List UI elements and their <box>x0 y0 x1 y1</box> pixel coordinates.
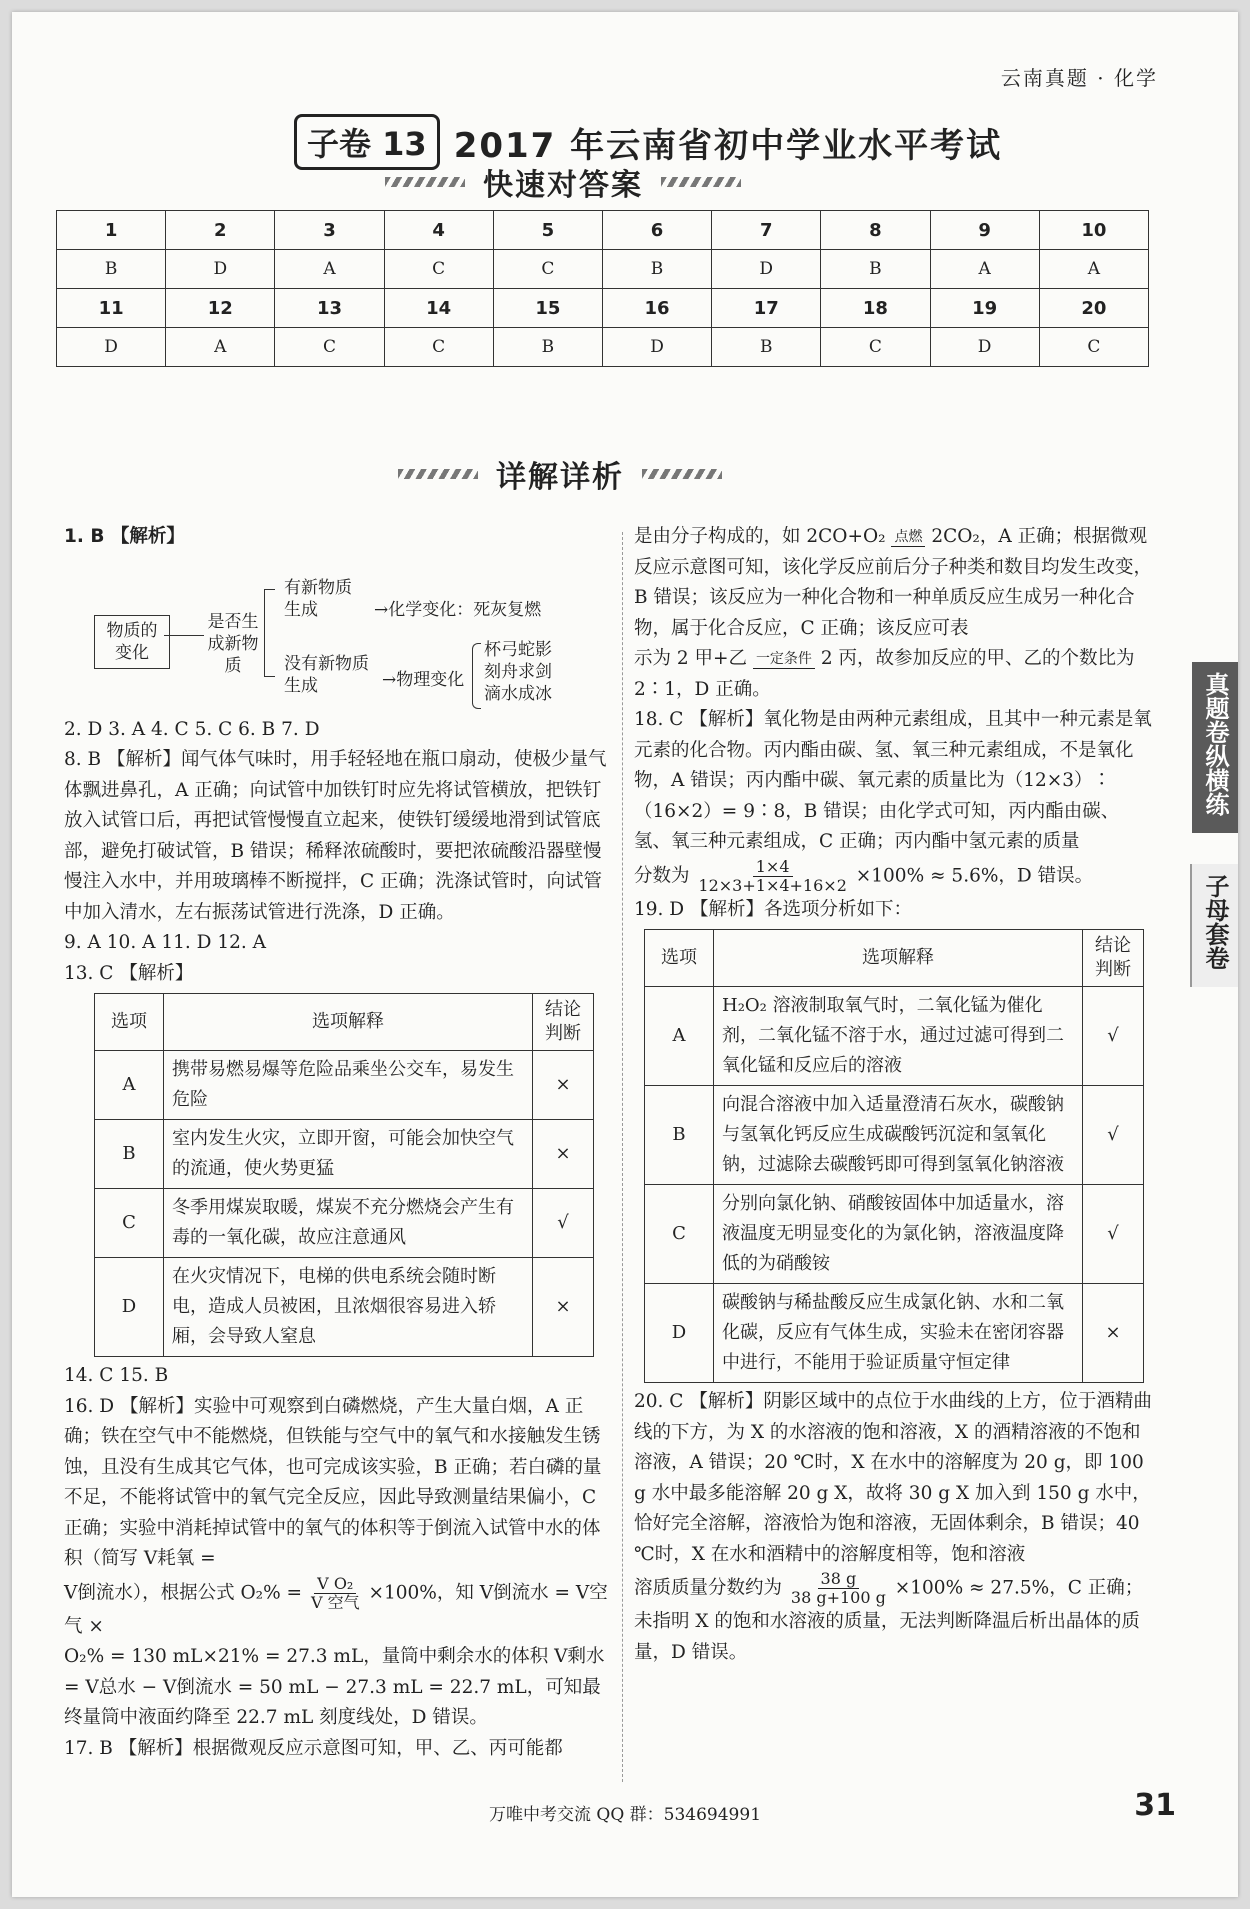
q20-p3: 未指明 X 的饱和水溶液的质量，无法判断降温后析出晶体的质量，D 错误。 <box>634 1611 1140 1663</box>
table-row: D 碳酸钠与稀盐酸反应生成氯化钠、水和二氧化碳，反应有气体生成，实验未在密闭容器中进行，不能用于验证质量守恒定律 × <box>645 1284 1144 1383</box>
right-column <box>634 522 1154 1668</box>
q1-label: 1. B 【解析】 <box>64 526 185 547</box>
table-cell: C <box>821 328 930 367</box>
table-cell: B <box>602 250 711 289</box>
table-header: 结论判断 <box>533 994 594 1051</box>
table-row: A 携带易燃易爆等危险品乘坐公交车，易发生危险 × <box>95 1051 594 1120</box>
table-row: B 向混合溶液中加入适量澄清石灰水，碳酸钠与氢氧化钙反应生成碳酸钙沉淀和氢氧化钠，过滤除去碳酸钙即可得到氢氧化钠溶液 √ <box>645 1086 1144 1185</box>
q17-p3: 示为 2 甲+乙 一定条件 2 丙，故参加反应的甲、乙的个数比为 2∶1，D 正确。 <box>634 648 1135 700</box>
decor-dashes-right <box>642 469 722 479</box>
table-cell: 19 <box>930 289 1039 328</box>
q17-p2: 是由分子构成的，如 2CO+O₂ 点燃 2CO₂，A 正确；根据微观反应示意图可知，该化学反应前后分子种类和数目均发生改变，B 错误；该反应为一种化合物和一种单质反应生成另一种化合物，属于化合反应，C 正确；该反应可表 <box>634 526 1153 639</box>
table-cell: 3 <box>275 211 384 250</box>
table-cell: 15 <box>493 289 602 328</box>
header-subject: 云南真题 · 化学 <box>1000 66 1158 90</box>
table-header: 选项解释 <box>164 994 533 1051</box>
fraction: $\frac{38 g}{38 g+100 g}$ <box>790 1569 886 1607</box>
decor-dashes-left <box>398 469 478 479</box>
table-cell: B <box>712 328 821 367</box>
q18-p2: 分数为 $\frac{1\times 4}{12\times 3+1\times 4+16\times 2}$ ×100% ≈ 5.6%，D 错误。 <box>634 856 1094 895</box>
q16-p3: O₂% = 130 mL×21% = 27.3 mL，量筒中剩余水的体积 V剩水 = V总水 − V倒流水 = 50 mL − 27.3 mL = 22.7 mL，可知最终量筒中液面约降至 22.7 mL 刻度线处，D 错误。 <box>64 1646 605 1728</box>
table-header-row <box>95 994 594 1051</box>
left-column <box>64 522 612 1764</box>
answer-row-numbers-2 <box>57 289 1149 328</box>
q14-15: 14. C 15. B <box>64 1365 169 1386</box>
table-cell: 10 <box>1039 211 1148 250</box>
q20-p1: 20. C 【解析】阴影区域中的点位于水曲线的上方，位于酒精曲线的下方，为 X 的水溶液的饱和溶液，X 的酒精溶液的不饱和溶液，A 错误；20 ℃时，X 在水中的溶解度为 20 g，即 100 g 水中最多能溶解 20 g X，故将 30 g X 加入到 150 g 水中，恰好完全溶解，溶液恰为饱和溶液，无固体剩余，B 错误；40 ℃时，X 在水和酒精中的溶解度相等，饱和溶液 <box>634 1391 1152 1565</box>
answer-table <box>56 210 1149 367</box>
table-cell: B <box>821 250 930 289</box>
table-cell: 12 <box>166 289 275 328</box>
diagram-root-box: 物质的变化 <box>94 615 170 669</box>
side-tab-label: 真题卷纵横练 <box>1201 672 1229 816</box>
q16-p2: V倒流水），根据公式 O₂% = $\frac{\text{V O₂}}{\text{V 空气}}$ ×100%，知 V倒流水 = V空气 × <box>64 1573 608 1637</box>
answer-row-answers-2 <box>57 328 1149 367</box>
table-row: A H₂O₂ 溶液制取氧气时，二氧化锰为催化剂，二氧化锰不溶于水，通过过滤可得到二氧化锰和反应后的溶液 √ <box>645 987 1144 1086</box>
section-quick-answers <box>367 160 759 204</box>
section-detail-title: 详解详析 <box>496 460 624 495</box>
phys-item: 滴水成冰 <box>484 683 552 704</box>
table-cell: C <box>1039 328 1148 367</box>
side-tab-practice <box>1192 662 1238 833</box>
diagram-no: 没有新物质生成 <box>284 653 369 696</box>
phys-item: 刻舟求剑 <box>484 661 552 682</box>
page-title: 2017 年云南省初中学业水平考试 <box>453 125 1003 166</box>
diagram-phys: →物理变化 <box>382 669 465 690</box>
table-cell: 1 <box>57 211 166 250</box>
table-cell: 6 <box>602 211 711 250</box>
table-cell: A <box>166 328 275 367</box>
reaction-condition: 一定条件 <box>753 650 815 669</box>
table-cell: B <box>493 328 602 367</box>
decor-dashes-right <box>661 177 741 187</box>
fraction: $\frac{1\times 4}{12\times 3+1\times 4+16\times 2}$ <box>698 856 847 895</box>
table-cell: 2 <box>166 211 275 250</box>
table-cell: 16 <box>602 289 711 328</box>
table-cell: 8 <box>821 211 930 250</box>
table-cell: D <box>166 250 275 289</box>
table-row: B 室内发生火灾，立即开窗，可能会加快空气的流通，使火势更猛 × <box>95 1120 594 1189</box>
footer: 万唯中考交流 QQ 群：534694991 <box>488 1805 762 1825</box>
section-quick-title: 快速对答案 <box>483 168 643 203</box>
table-header: 选项解释 <box>714 930 1083 987</box>
q18-p1: 18. C 【解析】氧化物是由两种元素组成，且其中一种元素是氧元素的化合物。丙内酯由碳、氢、氧三种元素组成，不是氧化物，A 错误；丙内酯中碳、氧元素的质量比为（12×3）∶（16×2）= 9∶8，B 错误；由化学式可知，丙内酯由碳、氢、氧三种元素组成，C 正确；丙内酯中氢元素的质量 <box>634 709 1152 852</box>
answer-row-answers-1 <box>57 250 1149 289</box>
table-cell: 14 <box>384 289 493 328</box>
table-header-row <box>645 930 1144 987</box>
table-cell: 7 <box>712 211 821 250</box>
table-cell: C <box>384 328 493 367</box>
table-cell: 18 <box>821 289 930 328</box>
diagram-bracket <box>264 589 275 677</box>
diagram-connector <box>164 635 204 636</box>
column-divider <box>622 532 623 1782</box>
table-cell: 5 <box>493 211 602 250</box>
table-cell: 9 <box>930 211 1039 250</box>
table-cell: D <box>930 328 1039 367</box>
page <box>12 12 1238 1897</box>
phys-item: 杯弓蛇影 <box>484 639 552 660</box>
table-row: C 分别向氯化钠、硝酸铵固体中加适量水，溶液温度无明显变化的为氯化钠，溶液温度降低的为硝酸铵 √ <box>645 1185 1144 1284</box>
table-cell: D <box>602 328 711 367</box>
diagram-phys-items <box>484 639 584 705</box>
q1-diagram <box>64 553 612 703</box>
diagram-brace <box>472 643 481 709</box>
q16-p1: 16. D 【解析】实验中可观察到白磷燃烧，产生大量白烟，A 正确；铁在空气中不能燃烧，但铁能与空气中的氧气和水接触发生锈蚀，且没有生成其它气体，也可完成该实验，B 正确；若白磷的量不足，不能将试管中的氧气完全反应，因此导致测量结果偏小，C 正确；实验中消耗掉试管中的氧气的体积等于倒流入试管中水的体积（简写 V耗氧 = <box>64 1395 602 1569</box>
table-cell: 17 <box>712 289 821 328</box>
table-header: 结论判断 <box>1083 930 1144 987</box>
reaction-condition: 点燃 <box>891 528 925 547</box>
table-row: D 在火灾情况下，电梯的供电系统会随时断电，造成人员被困，且浓烟很容易进入轿厢，会导致人窒息 × <box>95 1258 594 1357</box>
side-tab-set <box>1190 864 1238 987</box>
fraction: $\frac{\text{V O₂}}{\text{V 空气}}$ <box>310 1573 360 1612</box>
answer-table-wrap <box>56 210 1149 367</box>
diagram-chem: →化学变化：死灰复燃 <box>374 599 542 620</box>
table-cell: 11 <box>57 289 166 328</box>
table-cell: C <box>384 250 493 289</box>
table-cell: D <box>712 250 821 289</box>
table-cell: 4 <box>384 211 493 250</box>
answer-row-numbers-1 <box>57 211 1149 250</box>
q2-7: 2. D 3. A 4. C 5. C 6. B 7. D <box>64 718 320 740</box>
diagram-question: 是否生成新物质 <box>207 611 259 676</box>
table-header: 选项 <box>645 930 714 987</box>
paper-tag: 子卷 13 <box>294 114 440 170</box>
table-cell: 13 <box>275 289 384 328</box>
q13-label: 13. C 【解析】 <box>64 962 194 984</box>
q19-table <box>644 929 1144 1383</box>
diagram-yes: 有新物质生成 <box>284 577 352 620</box>
table-cell: 20 <box>1039 289 1148 328</box>
table-cell: C <box>493 250 602 289</box>
q17-p1: 17. B 【解析】根据微观反应示意图可知，甲、乙、丙可能都 <box>64 1737 563 1759</box>
decor-dashes-left <box>385 177 465 187</box>
q19-label: 19. D 【解析】各选项分析如下： <box>634 898 913 920</box>
side-tab-label: 子母套卷 <box>1201 874 1229 970</box>
section-detail <box>380 452 740 496</box>
table-cell: A <box>1039 250 1148 289</box>
table-header: 选项 <box>95 994 164 1051</box>
table-cell: A <box>930 250 1039 289</box>
table-cell: B <box>57 250 166 289</box>
q13-table <box>94 993 594 1357</box>
table-cell: A <box>275 250 384 289</box>
page-number: 31 <box>1134 1788 1176 1823</box>
q8: 8. B 【解析】闻气体气味时，用手轻轻地在瓶口扇动，使极少量气体飘进鼻孔，A 正确；向试管中加铁钉时应先将试管横放，把铁钉放入试管口后，再把试管慢慢直立起来，使铁钉缓缓地滑到试管底部，避免打破试管，B 错误；稀释浓硫酸时，要把浓硫酸沿器壁慢慢注入水中，并用玻璃棒不断搅拌，C 正确；洗涤试管时，向试管中加入清水，左右振荡试管进行洗涤，D 正确。 <box>64 749 607 923</box>
q20-p2: 溶质质量分数约为 $\frac{38 g}{38 g+100 g}$ ×100% ≈ 27.5%，C 正确； <box>634 1569 1144 1607</box>
q9-12: 9. A 10. A 11. D 12. A <box>64 932 266 953</box>
table-cell: C <box>275 328 384 367</box>
table-cell: D <box>57 328 166 367</box>
table-row: C 冬季用煤炭取暖，煤炭不充分燃烧会产生有毒的一氧化碳，故应注意通风 √ <box>95 1189 594 1258</box>
